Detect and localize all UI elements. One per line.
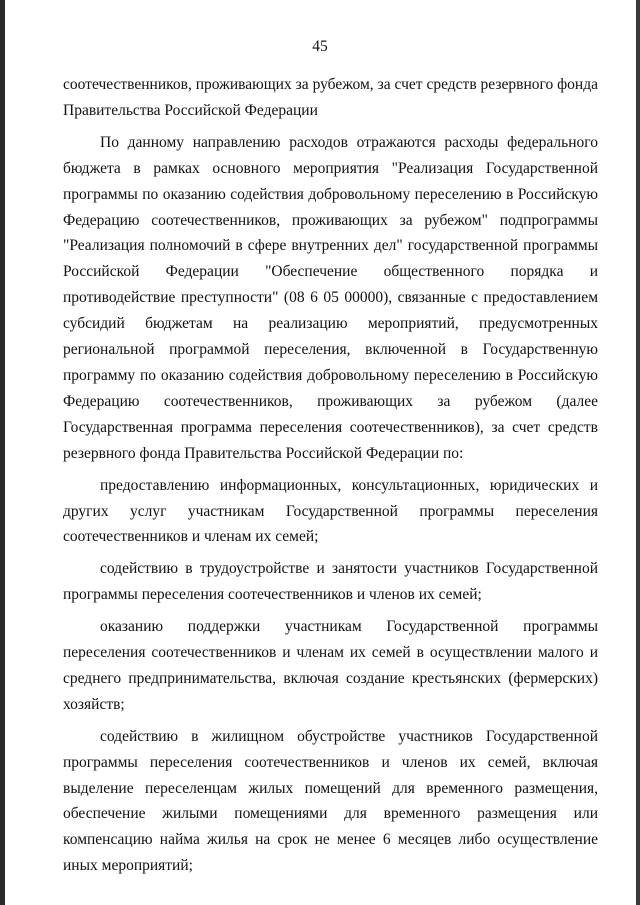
page-number: 45 bbox=[312, 38, 328, 55]
list-item-business-support: оказанию поддержки участникам Государственной программы переселения соотечественников и членам их семей в осуществлении малого и среднего предпринимательства, включая создание крестьянских (фермерских) хозяйств; bbox=[63, 618, 598, 713]
scan-edge-right bbox=[636, 0, 640, 905]
document-body bbox=[63, 72, 598, 879]
scan-edge-left bbox=[0, 0, 5, 905]
paragraph-continuation: соотечественников, проживающих за рубежом, за счет средств резервного фонда Правительства Российской Федерации bbox=[63, 76, 598, 119]
list-item-information-services: предоставлению информационных, консультационных, юридических и других услуг участникам Государственной программы переселения соотечественников и членам их семей; bbox=[63, 476, 598, 546]
list-item-employment-assistance: содействию в трудоустройстве и занятости участников Государственной программы переселения соотечественников и членов их семей; bbox=[63, 560, 598, 604]
paragraph-expenses-description: По данному направлению расходов отражаются расходы федерального бюджета в рамках основного мероприятия "Реализация Государственной программы по оказанию содействия добровольному переселению в Российскую Федерацию соотечественников, проживающих за рубежом" подпрограммы "Реализация полномочий в сфере внутренних дел" государственной программы Российской Федерации "Обеспечение общественного порядка и противодействие преступности" (08 6 05 00000), связанные с предоставлением субсидий бюджетам на реализацию мероприятий, предусмотренных региональной программой переселения, включенной в Государственную программу по оказанию содействия добровольному переселению в Российскую Федерацию соотечественников, проживающих за рубежом (далее Государственная программа переселения соотечественников), за счет средств резервного фонда Правительства Российской Федерации по: bbox=[63, 133, 598, 462]
list-item-housing-assistance: содействию в жилищном обустройстве участников Государственной программы переселения соотечественников и членов их семей, включая выделение переселенцам жилых помещений для временного размещения, обеспечение жилыми помещениями для временного размещения или компенсацию найма жилья на срок не менее 6 месяцев либо осуществление иных мероприятий; bbox=[63, 727, 598, 875]
